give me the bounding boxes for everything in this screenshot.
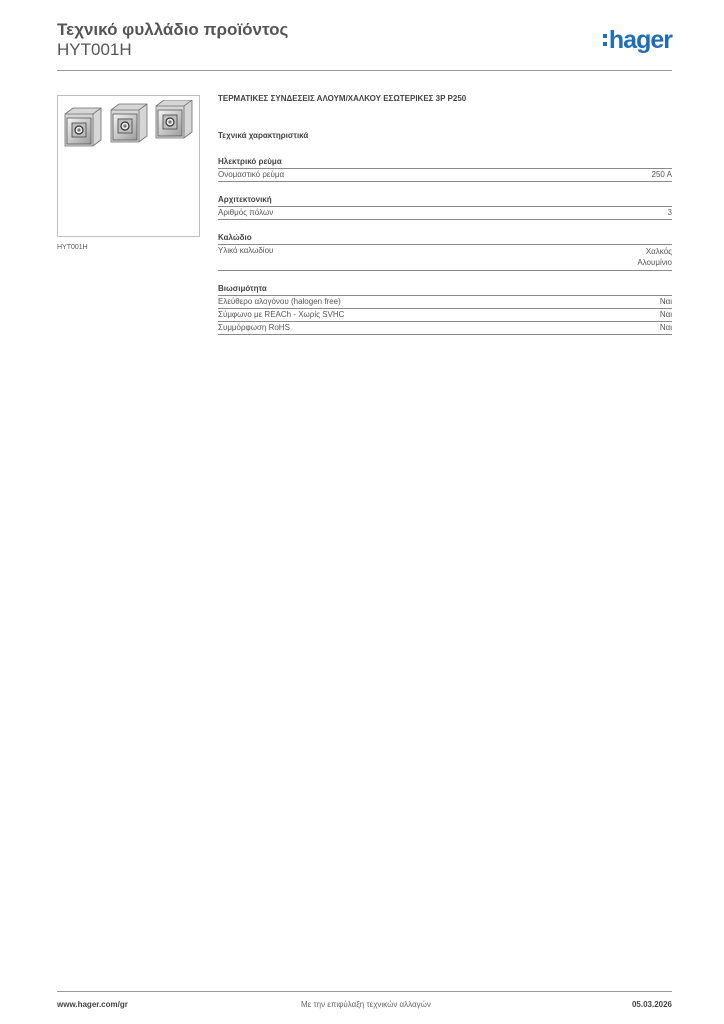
logo-dots-icon <box>603 34 607 46</box>
architecture-group <box>218 195 672 220</box>
page-footer <box>57 991 672 1012</box>
spec-label: Υλικό καλωδίου <box>218 246 274 255</box>
group-title-electric: Ηλεκτρικό ρεύμα <box>218 157 672 169</box>
product-image-frame <box>57 95 200 237</box>
spec-label: Σύμφωνο με REACh - Χωρίς SVHC <box>218 310 345 319</box>
website-link[interactable]: www.hager.com/gr <box>57 1000 128 1009</box>
group-title-architecture: Αρχιτεκτονική <box>218 195 672 207</box>
sustainability-group <box>218 284 672 335</box>
hager-logo <box>603 26 672 54</box>
page-header <box>57 20 672 71</box>
cable-group <box>218 233 672 271</box>
spec-label: Ελεύθερο αλογόνου (halogen free) <box>218 297 341 306</box>
image-caption: HYT001H <box>57 244 88 251</box>
spec-row <box>218 322 672 335</box>
logo-text: hager <box>608 25 672 54</box>
spec-value: Ναι <box>659 323 672 332</box>
product-specs <box>218 94 672 335</box>
spec-value: Ναι <box>659 297 672 306</box>
group-title-cable: Καλώδιο <box>218 233 672 245</box>
specs-section-title: Τεχνικά χαρακτηριστικά <box>218 131 309 140</box>
spec-value: Χαλκός <box>645 247 672 256</box>
spec-row <box>218 207 672 220</box>
spec-label: Αριθμός πόλων <box>218 208 274 217</box>
spec-value: 3 <box>667 208 672 217</box>
spec-row <box>218 245 672 271</box>
electric-group <box>218 157 672 182</box>
product-code: HYT001H <box>57 40 132 59</box>
spec-value: 250 A <box>651 170 672 179</box>
footer-date: 05.03.2026 <box>631 1000 672 1009</box>
spec-row <box>218 296 672 309</box>
spec-row <box>218 309 672 322</box>
spec-value: Ναι <box>659 310 672 319</box>
spec-label: Ονομαστικό ρεύμα <box>218 170 285 179</box>
footer-note: Με την επιφύλαξη τεχνικών αλλαγών <box>301 1000 431 1009</box>
spec-value: Αλουμίνιο <box>637 258 672 267</box>
product-name: ΤΕΡΜΑΤΙΚΕΣ ΣΥΝΔΕΣΕΙΣ ΑΛΟΥΜ/ΧΑΛΚΟΥ ΕΣΩΤΕΡΙΚΕΣ 3P P250 <box>218 94 467 103</box>
group-title-sustainability: Βιωσιμότητα <box>218 284 672 296</box>
spec-value-list <box>637 246 672 268</box>
spec-label: Συμμόρφωση RoHS <box>218 323 290 332</box>
document-title: Τεχνικό φυλλάδιο προϊόντος <box>57 20 289 39</box>
spec-row <box>218 169 672 182</box>
terminal-connectors-image <box>63 100 194 150</box>
